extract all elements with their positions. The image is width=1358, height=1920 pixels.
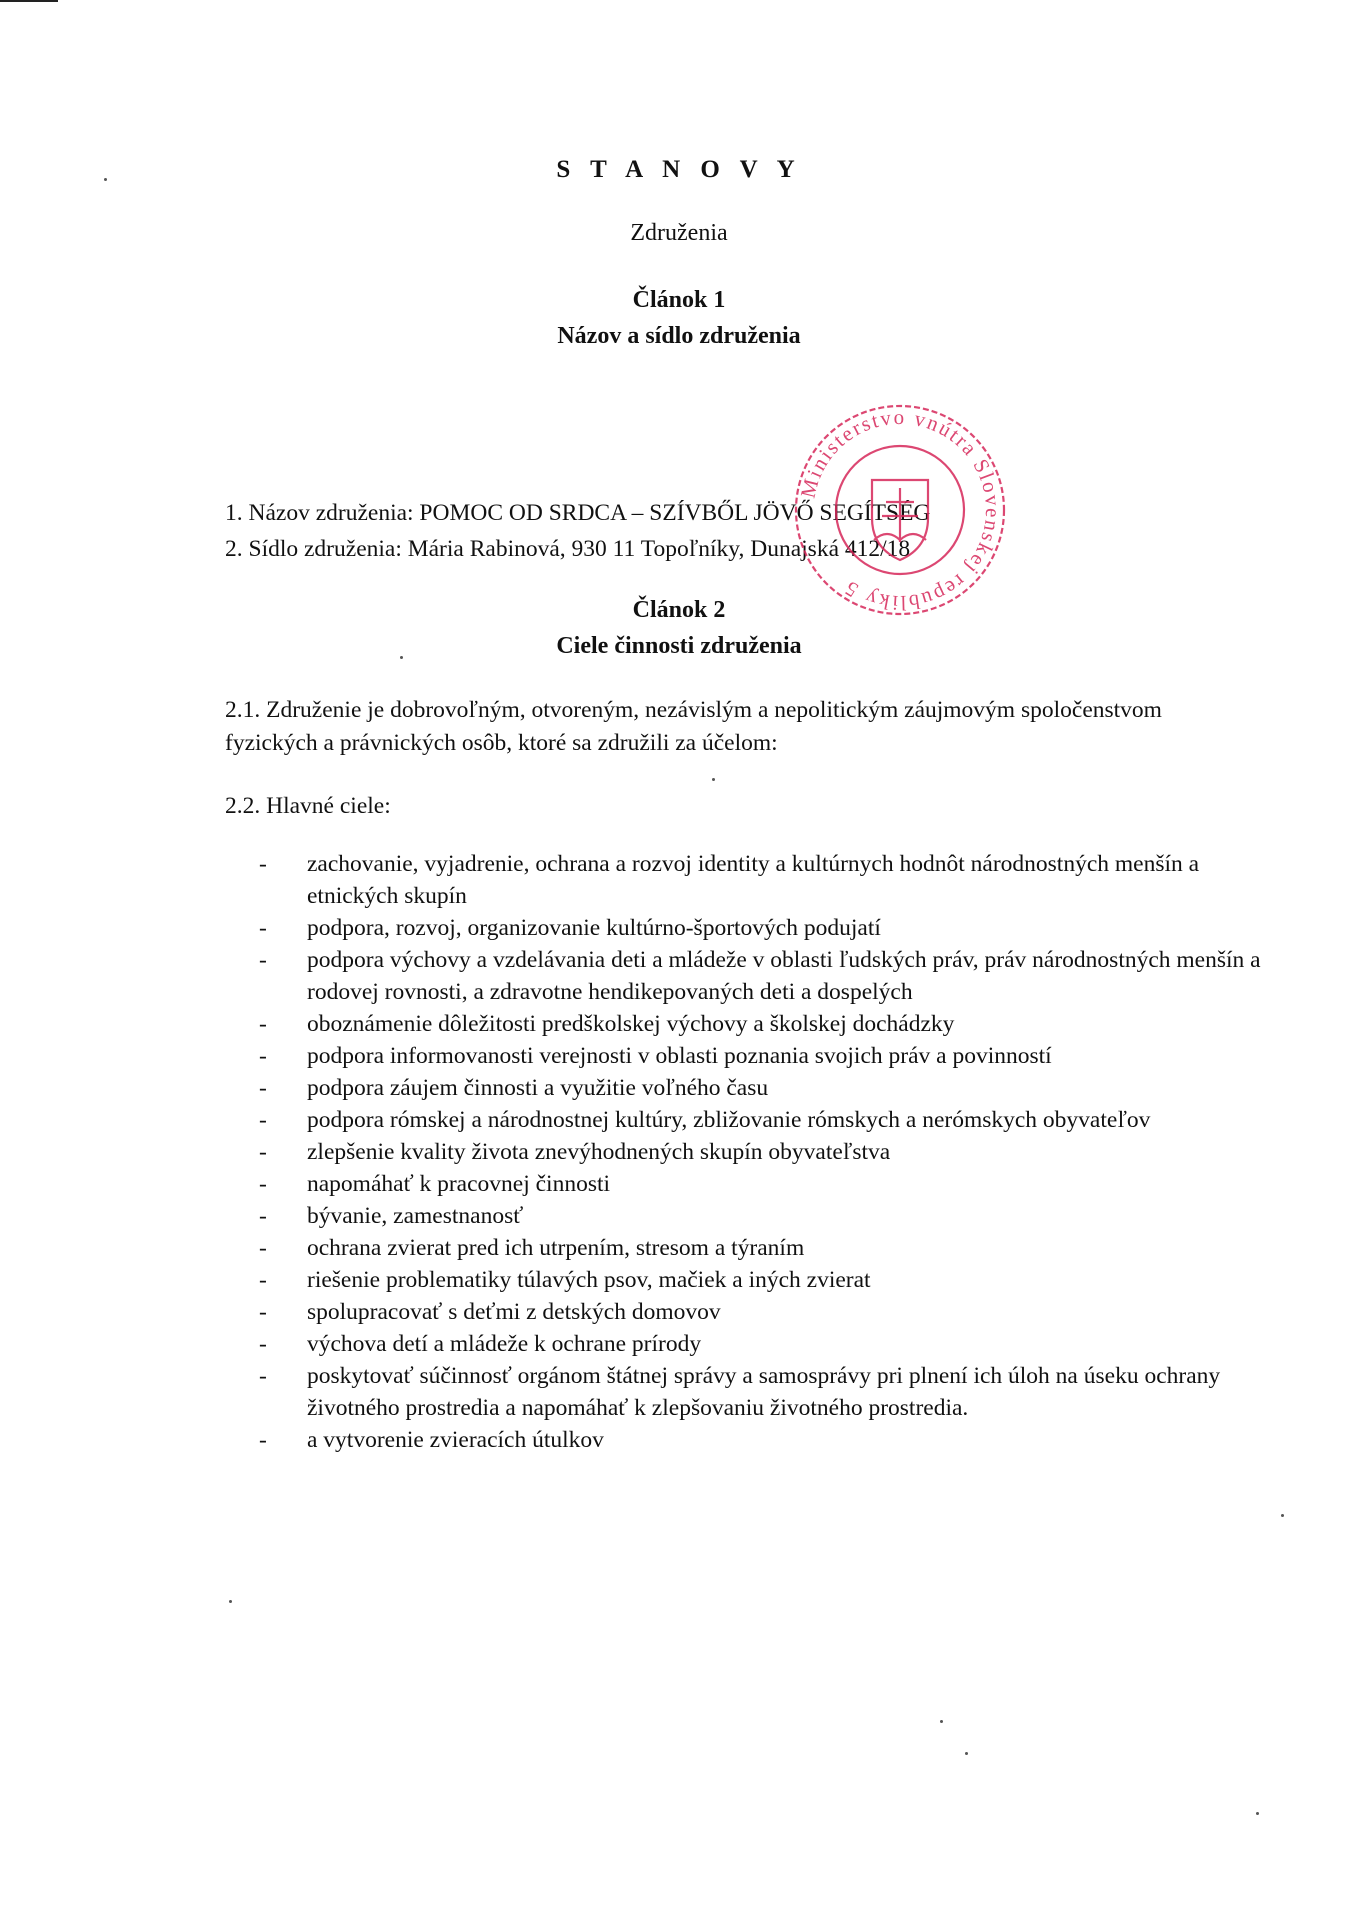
scan-speck	[400, 656, 403, 659]
goal-list-item	[255, 1264, 1265, 1296]
bullet-dash: -	[259, 1171, 267, 1197]
goal-text: podpora rómskej a národnostnej kultúry, zbližovanie rómskych a nerómskych obyvateľov	[307, 1107, 1151, 1133]
goal-list-item	[255, 1168, 1265, 1200]
goal-list-item	[255, 1072, 1265, 1104]
bullet-dash: -	[259, 1075, 267, 1101]
bullet-dash: -	[259, 1267, 267, 1293]
association-name-line: 1. Názov združenia: POMOC OD SRDCA – SZÍVBŐL JÖVŐ SEGÍTSÉG	[225, 500, 931, 526]
bullet-dash: -	[259, 851, 267, 877]
bullet-dash: -	[259, 1299, 267, 1325]
scan-edge-line	[0, 0, 58, 2]
goal-list-item	[255, 1136, 1265, 1168]
association-seat-line: 2. Sídlo združenia: Mária Rabinová, 930 11 Topoľníky, Dunajská 412/18	[225, 536, 911, 562]
document-title: S T A N O V Y	[556, 156, 802, 183]
article-1-title: Názov a sídlo združenia	[557, 323, 801, 349]
article-1-header	[0, 282, 1358, 354]
goal-list-item	[255, 1040, 1265, 1072]
bullet-dash: -	[259, 1235, 267, 1261]
goal-text: výchova detí a mládeže k ochrane prírody	[307, 1331, 702, 1357]
goal-text: podpora výchovy a vzdelávania deti a mládeže v oblasti ľudských práv, práv národnostných menšín a rodovej rovnosti, a zdravotne hendikepovaných deti a dospelých	[307, 947, 1261, 1005]
bullet-dash: -	[259, 1043, 267, 1069]
stamp-text: Ministerstvo vnútra Slovenskej republiky 5	[795, 404, 1006, 616]
bullet-dash: -	[259, 1203, 267, 1229]
goal-text: spolupracovať s deťmi z detských domovov	[307, 1299, 721, 1325]
article-1-heading: Článok 1	[632, 287, 726, 313]
bullet-dash: -	[259, 1107, 267, 1133]
goal-list-item	[255, 1008, 1265, 1040]
scan-speck	[965, 1752, 968, 1755]
scan-speck	[104, 178, 107, 181]
goal-list-item	[255, 944, 1265, 1008]
goal-text: zachovanie, vyjadrenie, ochrana a rozvoj identity a kultúrnych hodnôt národnostných menšín a etnických skupín	[307, 851, 1200, 909]
goal-text: a vytvorenie zvieracích útulkov	[307, 1427, 604, 1453]
article-2-header	[0, 592, 1358, 664]
goal-text: bývanie, zamestnanosť	[307, 1203, 524, 1229]
goal-list-item	[255, 1328, 1265, 1360]
bullet-dash: -	[259, 1011, 267, 1037]
goal-list-item	[255, 848, 1265, 912]
bullet-dash: -	[259, 1331, 267, 1357]
goal-text: riešenie problematiky túlavých psov, mačiek a iných zvierat	[307, 1267, 871, 1293]
bullet-dash: -	[259, 1363, 267, 1389]
bullet-dash: -	[259, 947, 267, 973]
bullet-dash: -	[259, 915, 267, 941]
goal-text: ochrana zvierat pred ich utrpením, stresom a týraním	[307, 1235, 805, 1261]
goal-list-item	[255, 1104, 1265, 1136]
goal-text: podpora, rozvoj, organizovanie kultúrno-športových podujatí	[307, 915, 881, 941]
scan-speck	[940, 1720, 943, 1723]
goal-text: zlepšenie kvality života znevýhodnených skupín obyvateľstva	[307, 1139, 891, 1165]
goal-list-item	[255, 1232, 1265, 1264]
scan-speck	[712, 778, 715, 781]
goal-text: podpora záujem činnosti a využitie voľného času	[307, 1075, 769, 1101]
document-subtitle: Združenia	[630, 220, 728, 246]
bullet-dash: -	[259, 1139, 267, 1165]
paragraph-2-1: 2.1. Združenie je dobrovoľným, otvoreným, nezávislým a nepolitickým záujmovým spoločenstvom fyzických a právnických osôb, ktoré sa združili za účelom:	[225, 697, 1162, 756]
goal-list-item	[255, 1296, 1265, 1328]
article-2-title: Ciele činnosti združenia	[556, 633, 802, 659]
goal-list-item	[255, 1200, 1265, 1232]
goal-text: napomáhať k pracovnej činnosti	[307, 1171, 611, 1197]
scan-speck	[1281, 1514, 1284, 1517]
goal-text: oboznámenie dôležitosti predškolskej výchovy a školskej dochádzky	[307, 1011, 955, 1037]
goal-list-item	[255, 912, 1265, 944]
goal-list-item	[255, 1360, 1265, 1424]
scan-speck	[229, 1600, 232, 1603]
goals-list	[255, 848, 1265, 1456]
goal-text: poskytovať súčinnosť orgánom štátnej správy a samosprávy pri plnení ich úloh na úseku ochrany životného prostredia a napomáhať k zlepšovaniu životného prostredia.	[307, 1363, 1221, 1421]
scan-speck	[1256, 1812, 1259, 1815]
article-2-heading: Článok 2	[632, 597, 726, 623]
goal-list-item	[255, 1424, 1265, 1456]
bullet-dash: -	[259, 1427, 267, 1453]
goal-text: podpora informovanosti verejnosti v oblasti poznania svojich práv a povinností	[307, 1043, 1052, 1069]
paragraph-2-2: 2.2. Hlavné ciele:	[225, 793, 391, 819]
